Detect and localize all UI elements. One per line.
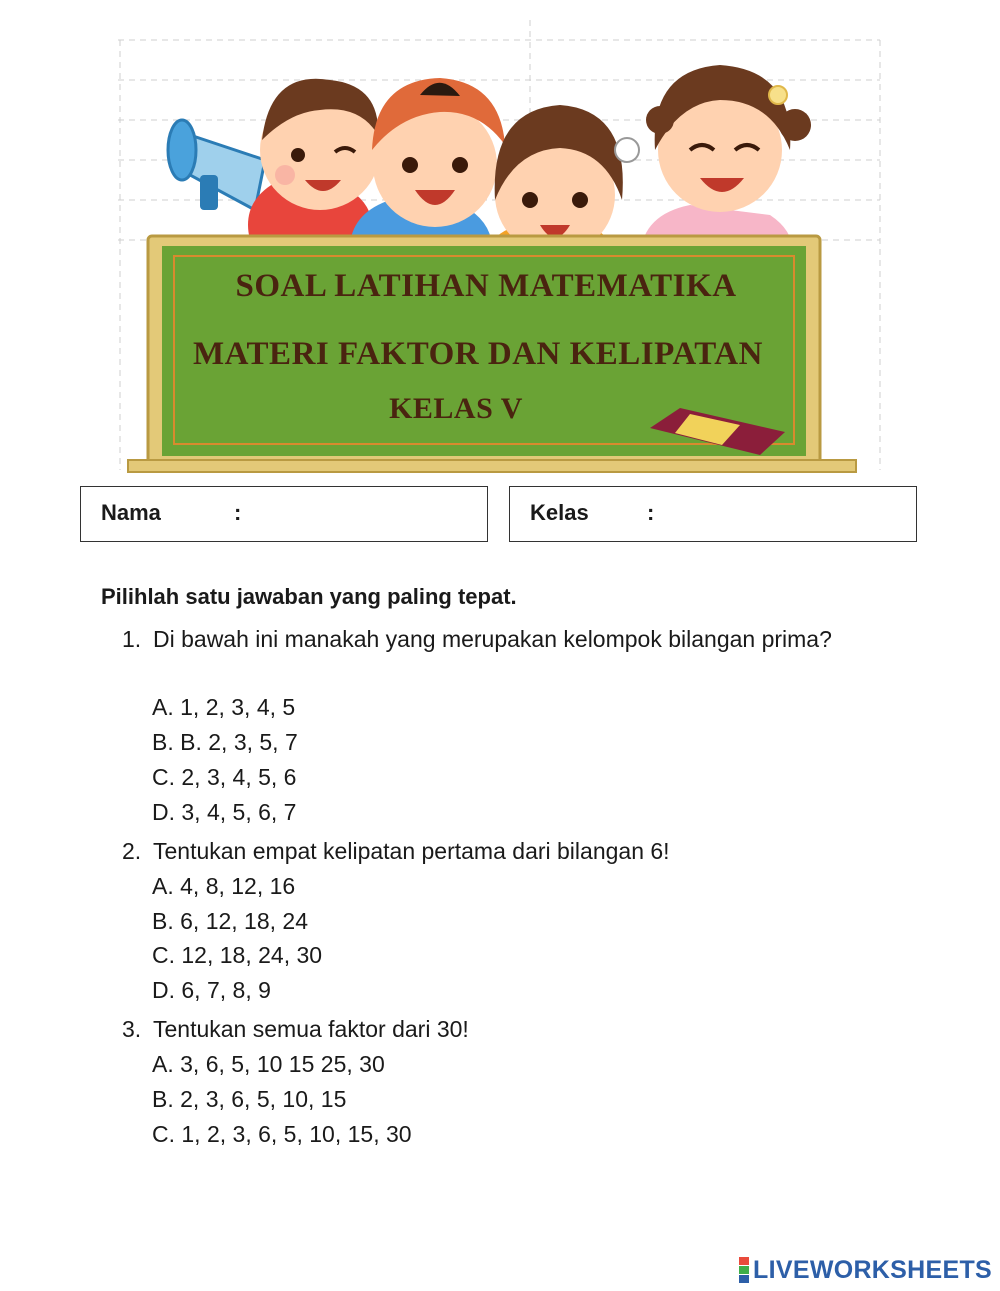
brand-name: LIVEWORKSHEETS — [753, 1255, 992, 1284]
title-line-1: SOAL LATIHAN MATEMATIKA — [235, 268, 737, 304]
question-text: Tentukan empat kelipatan pertama dari bilangan 6! — [153, 838, 670, 864]
kelas-colon: : — [647, 500, 655, 525]
q3-option-b[interactable]: B. 2, 3, 6, 5, 10, 15 — [152, 1086, 347, 1112]
q2-option-b[interactable]: B. 6, 12, 18, 24 — [152, 908, 309, 934]
kelas-label: Kelas — [530, 500, 589, 525]
liveworksheets-brand — [739, 1255, 992, 1285]
q1-option-d[interactable]: D. 3, 4, 5, 6, 7 — [152, 799, 297, 825]
q3-option-c[interactable]: C. 1, 2, 3, 6, 5, 10, 15, 30 — [152, 1121, 412, 1147]
liveworksheets-logo-icon — [739, 1257, 749, 1284]
megaphone-icon — [168, 120, 265, 210]
nama-colon: : — [234, 500, 242, 525]
question-3 — [122, 1012, 862, 1046]
question-text: Di bawah ini manakah yang merupakan kelompok bilangan prima? — [153, 626, 832, 652]
title-line-2: MATERI FAKTOR DAN KELIPATAN — [193, 336, 763, 372]
title-line-3: KELAS V — [389, 392, 523, 425]
q1-option-b[interactable]: B. B. 2, 3, 5, 7 — [152, 729, 298, 755]
header-banner — [0, 0, 1000, 480]
q2-option-c[interactable]: C. 12, 18, 24, 30 — [152, 942, 323, 968]
q3-option-a[interactable]: A. 3, 6, 5, 10 15 25, 30 — [152, 1051, 385, 1077]
kelas-field[interactable] — [509, 486, 917, 542]
nama-field[interactable] — [80, 486, 488, 542]
question-number: 2. — [122, 838, 142, 864]
question-number: 3. — [122, 1016, 142, 1042]
q1-option-c[interactable]: C. 2, 3, 4, 5, 6 — [152, 764, 297, 790]
nama-label: Nama — [101, 500, 161, 525]
question-2 — [122, 834, 862, 868]
q2-option-a[interactable]: A. 4, 8, 12, 16 — [152, 873, 296, 899]
q1-option-a[interactable]: A. 1, 2, 3, 4, 5 — [152, 694, 296, 720]
question-number: 1. — [122, 626, 142, 652]
question-text: Tentukan semua faktor dari 30! — [153, 1016, 469, 1042]
question-1 — [122, 622, 862, 656]
q2-option-d[interactable]: D. 6, 7, 8, 9 — [152, 977, 271, 1003]
instruction-text: Pilihlah satu jawaban yang paling tepat. — [101, 584, 517, 609]
